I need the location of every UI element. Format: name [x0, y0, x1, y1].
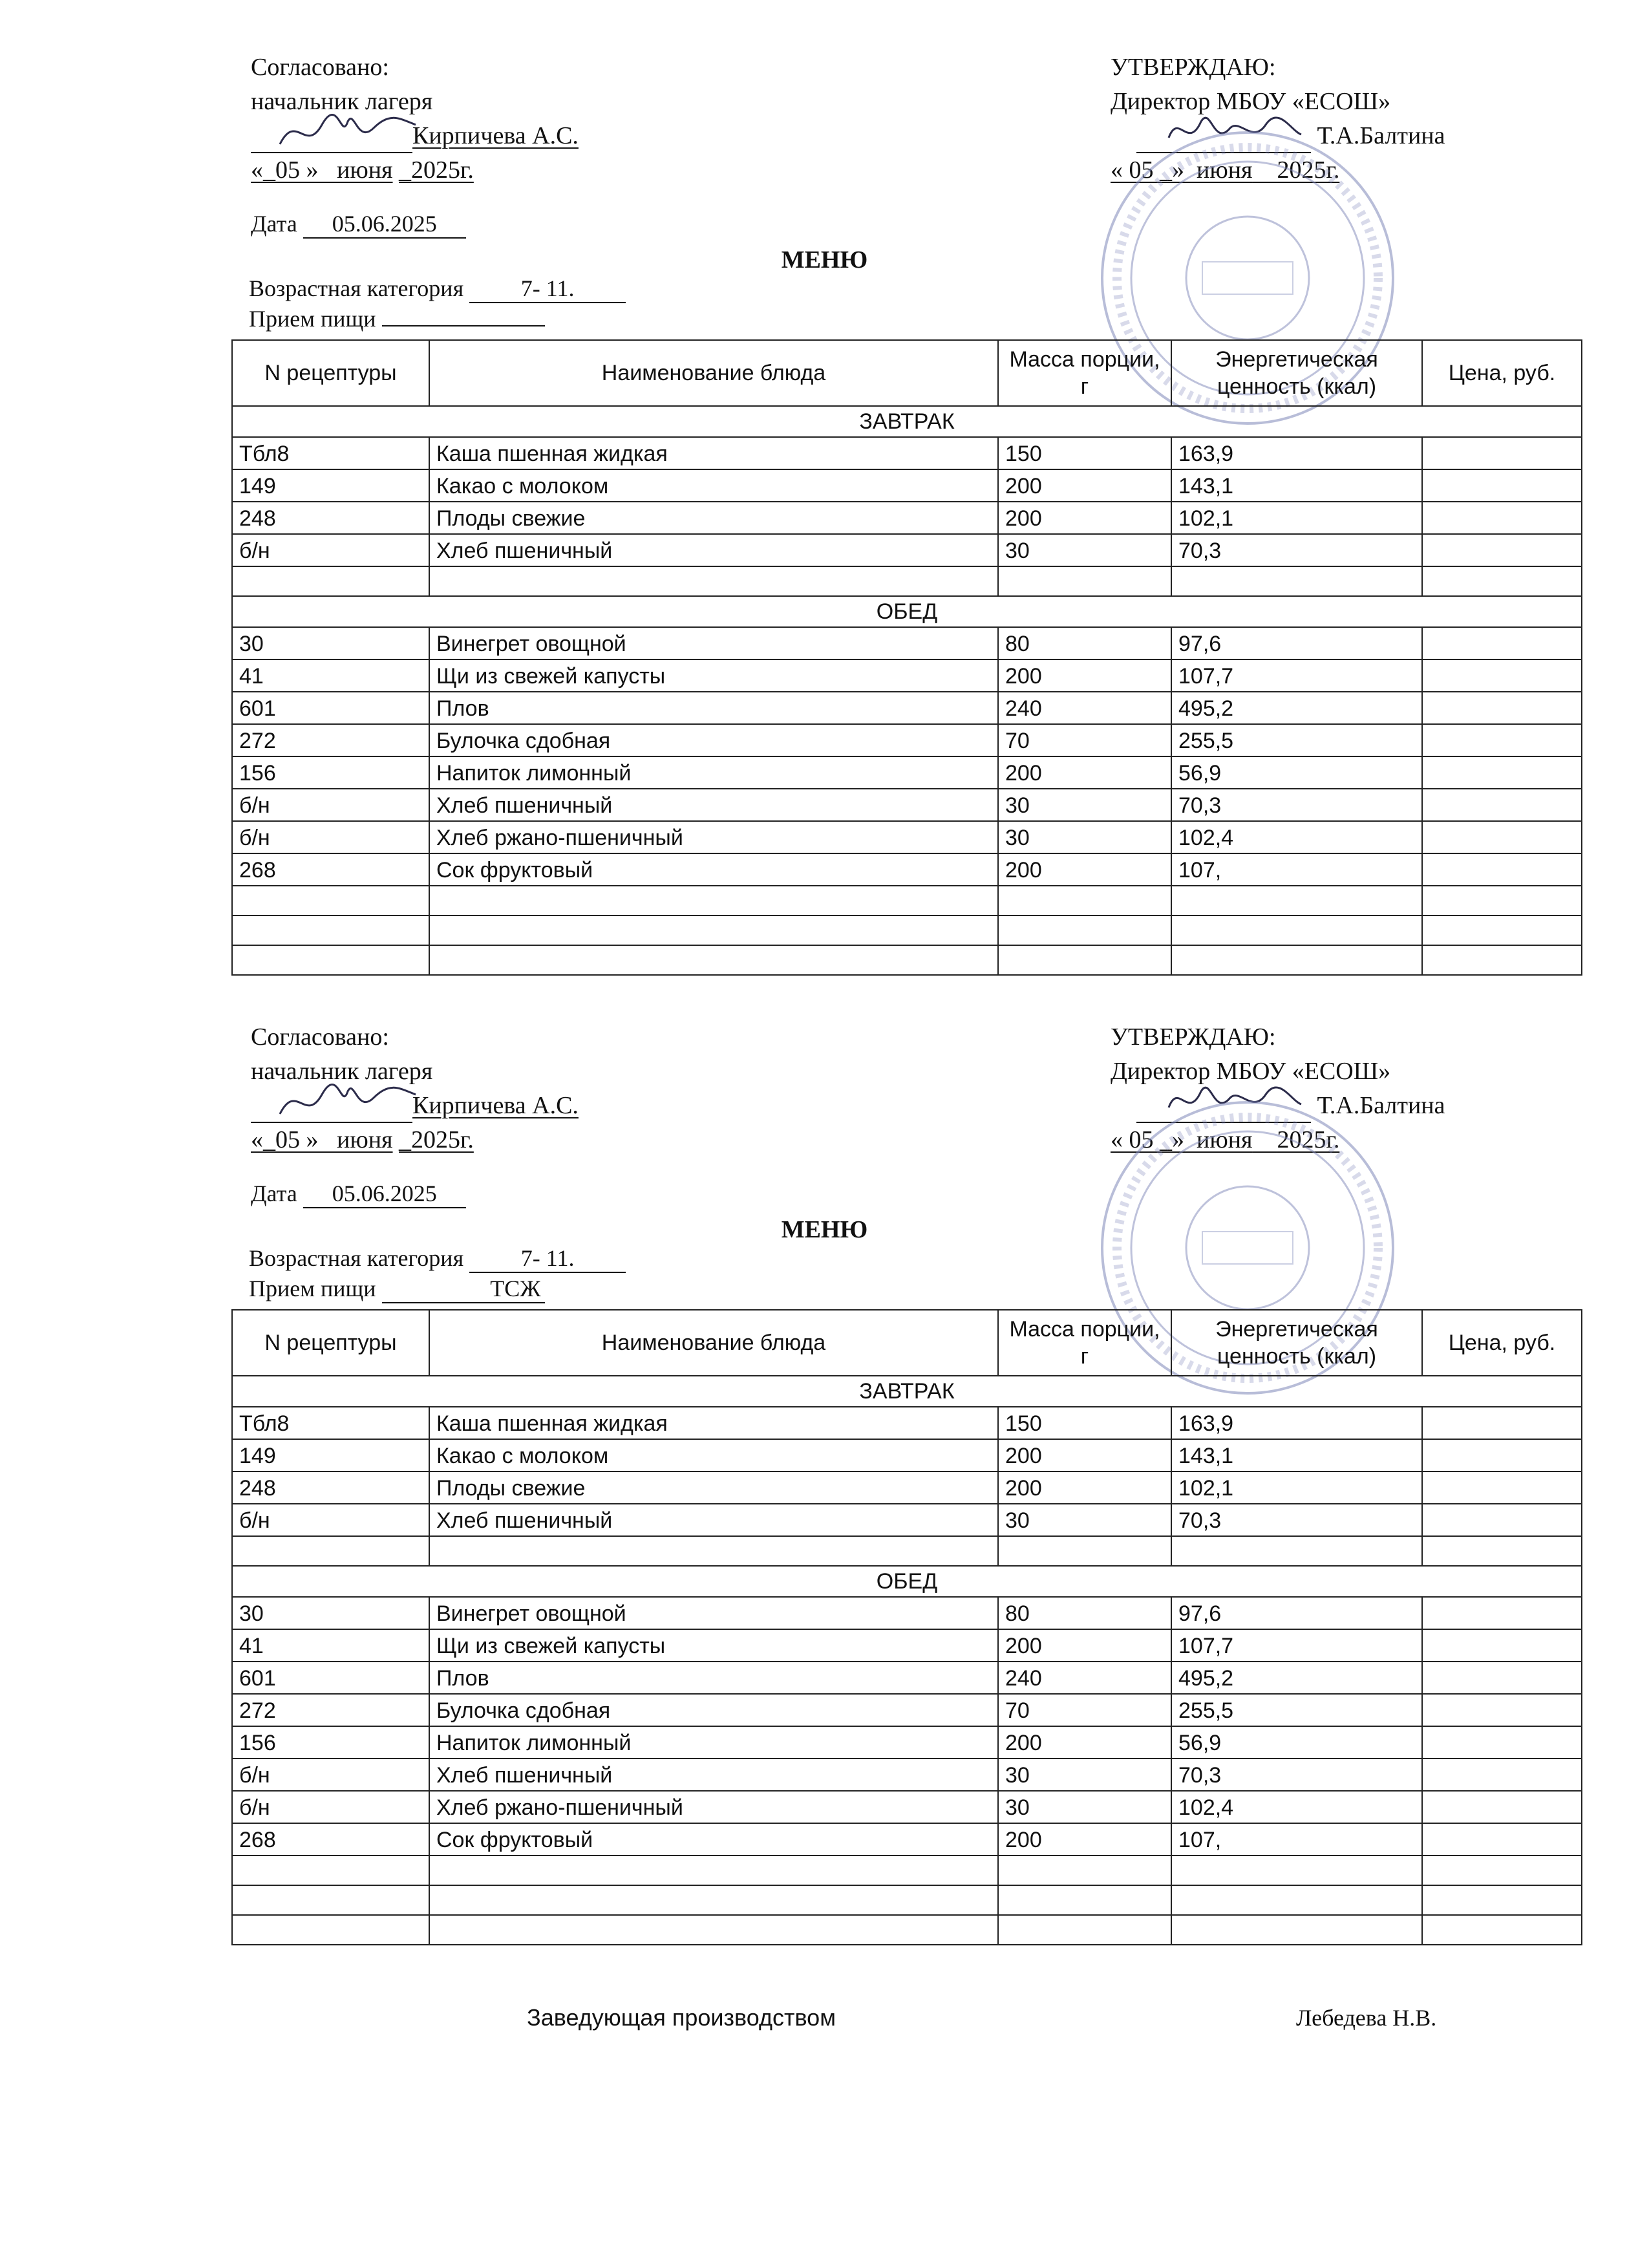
header-col-energy: Энергетическая ценность (ккал): [1171, 1310, 1422, 1376]
col-energy-cell: 255,5: [1171, 1694, 1422, 1726]
col-mass-cell: 240: [998, 692, 1171, 724]
col-name-cell: Хлеб ржано-пшеничный: [429, 821, 998, 853]
agreement-date-year: _2025г.: [399, 156, 474, 184]
col-price-cell: [1422, 724, 1582, 756]
col-name-cell: Плов: [429, 1662, 998, 1694]
col-mass-cell: 200: [998, 1439, 1171, 1471]
date-label: Дата: [251, 1181, 297, 1206]
col-mass-cell: [998, 915, 1171, 945]
agreement-date-month: июня: [337, 156, 393, 184]
table-row: [232, 821, 1582, 853]
col-price-cell: [1422, 853, 1582, 886]
col-name-cell: Хлеб ржано-пшеничный: [429, 1791, 998, 1823]
col-mass-cell: 150: [998, 1407, 1171, 1439]
col-price-cell: [1422, 886, 1582, 915]
table-row: [232, 1791, 1582, 1823]
agreement-date-year: _2025г.: [399, 1126, 474, 1153]
col-price-cell: [1422, 1439, 1582, 1471]
col-mass-cell: [998, 886, 1171, 915]
table-row: [232, 886, 1582, 915]
approval-date-day: « 05 _»: [1111, 1126, 1184, 1153]
col-mass-cell: 200: [998, 502, 1171, 534]
col-recipe-cell: б/н: [232, 1504, 429, 1536]
col-energy-cell: 102,4: [1171, 821, 1422, 853]
col-energy-cell: 143,1: [1171, 1439, 1422, 1471]
col-mass-cell: 70: [998, 724, 1171, 756]
table-row: [232, 1536, 1582, 1566]
agreement-label: Согласовано:: [251, 1023, 389, 1051]
col-recipe-cell: 156: [232, 756, 429, 789]
meal-value: ТСЖ: [382, 1275, 545, 1303]
header-col-name: Наименование блюда: [429, 340, 998, 406]
age-label: Возрастная категория: [249, 1245, 464, 1271]
col-energy-cell: 107,7: [1171, 1629, 1422, 1662]
col-mass-cell: 200: [998, 853, 1171, 886]
agreement-date-day: «_05 »: [251, 1126, 319, 1153]
approval-signature-line: [1136, 1096, 1311, 1123]
col-name-cell: Напиток лимонный: [429, 756, 998, 789]
table-row: [232, 566, 1582, 596]
col-price-cell: [1422, 534, 1582, 566]
col-recipe-cell: б/н: [232, 534, 429, 566]
section-row: [232, 1566, 1582, 1597]
col-recipe-cell: [232, 566, 429, 596]
col-recipe-cell: б/н: [232, 1791, 429, 1823]
col-energy-cell: [1171, 566, 1422, 596]
col-name-cell: Щи из свежей капусты: [429, 1629, 998, 1662]
section-title: ОБЕД: [232, 1566, 1582, 1597]
header-col-price: Цена, руб.: [1422, 1310, 1582, 1376]
col-name-cell: Плоды свежие: [429, 1471, 998, 1504]
col-price-cell: [1422, 1504, 1582, 1536]
table-row: [232, 692, 1582, 724]
col-recipe-cell: б/н: [232, 789, 429, 821]
date-line: [251, 210, 466, 239]
col-recipe-cell: 30: [232, 1597, 429, 1629]
col-name-cell: [429, 886, 998, 915]
agreement-block: [251, 50, 703, 187]
col-recipe-cell: 268: [232, 1823, 429, 1856]
table-header-row: [232, 340, 1582, 406]
age-category: [249, 1245, 626, 1273]
col-price-cell: [1422, 915, 1582, 945]
menu-table: [231, 339, 1582, 976]
header-col-recipe: N рецептуры: [232, 1310, 429, 1376]
menu-sheet: [0, 970, 1649, 1965]
header-col-energy: Энергетическая ценность (ккал): [1171, 340, 1422, 406]
col-price-cell: [1422, 1759, 1582, 1791]
date-line: [251, 1180, 466, 1208]
agreement-name: Кирпичева А.С.: [412, 1092, 579, 1119]
date-value: 05.06.2025: [303, 210, 466, 239]
col-name-cell: Хлеб пшеничный: [429, 534, 998, 566]
col-energy-cell: 70,3: [1171, 789, 1422, 821]
table-row: [232, 1662, 1582, 1694]
header-col-mass: Масса порции, г: [998, 340, 1171, 406]
table-row: [232, 534, 1582, 566]
table-row: [232, 1694, 1582, 1726]
col-recipe-cell: б/н: [232, 821, 429, 853]
table-row: [232, 756, 1582, 789]
menu-table: [231, 1309, 1582, 1945]
col-energy-cell: 255,5: [1171, 724, 1422, 756]
col-recipe-cell: [232, 1856, 429, 1885]
col-energy-cell: [1171, 1915, 1422, 1945]
section-title: ЗАВТРАК: [232, 406, 1582, 437]
agreement-role: начальник лагеря: [251, 88, 433, 115]
col-price-cell: [1422, 1536, 1582, 1566]
col-mass-cell: [998, 1885, 1171, 1915]
table-row: [232, 853, 1582, 886]
col-recipe-cell: 248: [232, 1471, 429, 1504]
col-energy-cell: 56,9: [1171, 756, 1422, 789]
table-row: [232, 1726, 1582, 1759]
col-energy-cell: [1171, 915, 1422, 945]
col-energy-cell: 102,1: [1171, 502, 1422, 534]
handwritten-signature-icon: [277, 1075, 419, 1127]
approval-label: УТВЕРЖДАЮ:: [1111, 54, 1276, 81]
handwritten-signature-icon: [277, 105, 419, 157]
col-mass-cell: 200: [998, 1726, 1171, 1759]
meal-type: [249, 1275, 545, 1303]
col-name-cell: Хлеб пшеничный: [429, 789, 998, 821]
col-price-cell: [1422, 437, 1582, 469]
meal-type: [249, 305, 545, 332]
col-name-cell: [429, 1536, 998, 1566]
col-mass-cell: 200: [998, 469, 1171, 502]
approval-date-month: июня: [1197, 156, 1253, 184]
col-price-cell: [1422, 1915, 1582, 1945]
col-name-cell: Хлеб пшеничный: [429, 1759, 998, 1791]
col-name-cell: Какао с молоком: [429, 1439, 998, 1471]
col-energy-cell: [1171, 1885, 1422, 1915]
col-price-cell: [1422, 659, 1582, 692]
col-recipe-cell: Тбл8: [232, 437, 429, 469]
table-row: [232, 1759, 1582, 1791]
col-energy-cell: 495,2: [1171, 1662, 1422, 1694]
table-row: [232, 1629, 1582, 1662]
col-energy-cell: 102,1: [1171, 1471, 1422, 1504]
table-body: [232, 406, 1582, 975]
col-price-cell: [1422, 789, 1582, 821]
col-energy-cell: 163,9: [1171, 1407, 1422, 1439]
col-mass-cell: 80: [998, 1597, 1171, 1629]
col-name-cell: Сок фруктовый: [429, 853, 998, 886]
approval-name: Т.А.Балтина: [1317, 122, 1445, 149]
age-category: [249, 275, 626, 303]
col-recipe-cell: 156: [232, 1726, 429, 1759]
col-mass-cell: 30: [998, 1791, 1171, 1823]
col-recipe-cell: 149: [232, 469, 429, 502]
agreement-role: начальник лагеря: [251, 1058, 433, 1085]
col-energy-cell: 495,2: [1171, 692, 1422, 724]
table-row: [232, 915, 1582, 945]
approval-date-month: июня: [1197, 1126, 1253, 1153]
col-price-cell: [1422, 566, 1582, 596]
agreement-signature-line: [251, 126, 412, 153]
col-name-cell: Напиток лимонный: [429, 1726, 998, 1759]
table-row: [232, 1504, 1582, 1536]
menu-title: МЕНЮ: [781, 1216, 868, 1243]
meal-label: Прием пищи: [249, 306, 376, 332]
col-energy-cell: 70,3: [1171, 1504, 1422, 1536]
table-row: [232, 1439, 1582, 1471]
table-row: [232, 437, 1582, 469]
col-mass-cell: [998, 566, 1171, 596]
table-row: [232, 1856, 1582, 1885]
col-price-cell: [1422, 1726, 1582, 1759]
section-title: ЗАВТРАК: [232, 1376, 1582, 1407]
col-recipe-cell: [232, 1885, 429, 1915]
col-name-cell: Каша пшенная жидкая: [429, 437, 998, 469]
col-mass-cell: 200: [998, 1823, 1171, 1856]
col-mass-cell: 200: [998, 756, 1171, 789]
agreement-name: Кирпичева А.С.: [412, 122, 579, 149]
section-row: [232, 1376, 1582, 1407]
col-mass-cell: [998, 1915, 1171, 1945]
col-name-cell: Плоды свежие: [429, 502, 998, 534]
age-value: 7- 11.: [469, 1245, 626, 1273]
col-name-cell: Какао с молоком: [429, 469, 998, 502]
col-mass-cell: [998, 1536, 1171, 1566]
agreement-block: [251, 1020, 703, 1157]
col-mass-cell: [998, 1856, 1171, 1885]
col-recipe-cell: 601: [232, 1662, 429, 1694]
date-label: Дата: [251, 211, 297, 237]
table-row: [232, 789, 1582, 821]
col-name-cell: Щи из свежей капусты: [429, 659, 998, 692]
date-value: 05.06.2025: [303, 1180, 466, 1208]
col-energy-cell: [1171, 1536, 1422, 1566]
table-row: [232, 1597, 1582, 1629]
col-energy-cell: 107,: [1171, 1823, 1422, 1856]
col-energy-cell: 70,3: [1171, 1759, 1422, 1791]
col-energy-cell: 163,9: [1171, 437, 1422, 469]
col-mass-cell: 30: [998, 789, 1171, 821]
col-energy-cell: 56,9: [1171, 1726, 1422, 1759]
col-name-cell: Плов: [429, 692, 998, 724]
approval-signature-line: [1136, 126, 1311, 153]
col-mass-cell: 200: [998, 1629, 1171, 1662]
col-recipe-cell: [232, 915, 429, 945]
col-energy-cell: 97,6: [1171, 627, 1422, 659]
menu-sheet: [0, 0, 1649, 996]
col-recipe-cell: [232, 1915, 429, 1945]
col-recipe-cell: 272: [232, 1694, 429, 1726]
col-energy-cell: 97,6: [1171, 1597, 1422, 1629]
approval-block: [1111, 50, 1550, 187]
col-mass-cell: 200: [998, 659, 1171, 692]
col-energy-cell: 70,3: [1171, 534, 1422, 566]
col-name-cell: Сок фруктовый: [429, 1823, 998, 1856]
col-mass-cell: 200: [998, 1471, 1171, 1504]
col-recipe-cell: 41: [232, 659, 429, 692]
table-row: [232, 1885, 1582, 1915]
col-mass-cell: 30: [998, 1759, 1171, 1791]
meal-label: Прием пищи: [249, 1276, 376, 1301]
col-price-cell: [1422, 1629, 1582, 1662]
col-mass-cell: 30: [998, 1504, 1171, 1536]
col-recipe-cell: [232, 886, 429, 915]
col-name-cell: [429, 1915, 998, 1945]
col-name-cell: [429, 1885, 998, 1915]
col-energy-cell: [1171, 1856, 1422, 1885]
col-mass-cell: 30: [998, 534, 1171, 566]
footer-name: Лебедева Н.В.: [1296, 2005, 1437, 2031]
col-price-cell: [1422, 627, 1582, 659]
table-row: [232, 1823, 1582, 1856]
approval-date-year: 2025г.: [1277, 1126, 1340, 1153]
agreement-label: Согласовано:: [251, 54, 389, 81]
approval-role: Директор МБОУ «ЕСОШ»: [1111, 88, 1391, 115]
col-mass-cell: 150: [998, 437, 1171, 469]
col-name-cell: Булочка сдобная: [429, 724, 998, 756]
section-row: [232, 406, 1582, 437]
approval-date-year: 2025г.: [1277, 156, 1340, 184]
col-name-cell: [429, 566, 998, 596]
col-recipe-cell: 41: [232, 1629, 429, 1662]
col-energy-cell: 107,7: [1171, 659, 1422, 692]
table-row: [232, 469, 1582, 502]
approval-date-day: « 05 _»: [1111, 156, 1184, 184]
col-price-cell: [1422, 1471, 1582, 1504]
agreement-date-month: июня: [337, 1126, 393, 1153]
col-price-cell: [1422, 1885, 1582, 1915]
approval-name: Т.А.Балтина: [1317, 1092, 1445, 1119]
table-row: [232, 659, 1582, 692]
col-price-cell: [1422, 1791, 1582, 1823]
table-body: [232, 1376, 1582, 1945]
col-price-cell: [1422, 1597, 1582, 1629]
section-title: ОБЕД: [232, 596, 1582, 627]
col-recipe-cell: 248: [232, 502, 429, 534]
age-value: 7- 11.: [469, 275, 626, 303]
col-recipe-cell: 149: [232, 1439, 429, 1471]
col-name-cell: Винегрет овощной: [429, 627, 998, 659]
menu-title: МЕНЮ: [781, 246, 868, 273]
handwritten-signature-icon: [1162, 1075, 1304, 1127]
col-recipe-cell: 30: [232, 627, 429, 659]
col-recipe-cell: 272: [232, 724, 429, 756]
col-name-cell: [429, 915, 998, 945]
col-name-cell: Винегрет овощной: [429, 1597, 998, 1629]
col-name-cell: Каша пшенная жидкая: [429, 1407, 998, 1439]
col-recipe-cell: Тбл8: [232, 1407, 429, 1439]
col-recipe-cell: 601: [232, 692, 429, 724]
agreement-date-day: «_05 »: [251, 156, 319, 184]
table-row: [232, 1471, 1582, 1504]
table-row: [232, 1407, 1582, 1439]
handwritten-signature-icon: [1162, 105, 1304, 157]
section-row: [232, 596, 1582, 627]
col-recipe-cell: 268: [232, 853, 429, 886]
table-row: [232, 1915, 1582, 1945]
footer-position: Заведующая производством: [527, 2004, 836, 2031]
col-price-cell: [1422, 1694, 1582, 1726]
approval-label: УТВЕРЖДАЮ:: [1111, 1023, 1276, 1051]
col-name-cell: [429, 1856, 998, 1885]
col-mass-cell: 240: [998, 1662, 1171, 1694]
col-price-cell: [1422, 469, 1582, 502]
header-col-name: Наименование блюда: [429, 1310, 998, 1376]
col-mass-cell: 30: [998, 821, 1171, 853]
col-mass-cell: 80: [998, 627, 1171, 659]
col-price-cell: [1422, 1407, 1582, 1439]
header-col-price: Цена, руб.: [1422, 340, 1582, 406]
meal-value: [382, 325, 545, 326]
approval-role: Директор МБОУ «ЕСОШ»: [1111, 1058, 1391, 1085]
col-recipe-cell: б/н: [232, 1759, 429, 1791]
col-price-cell: [1422, 821, 1582, 853]
col-price-cell: [1422, 692, 1582, 724]
col-price-cell: [1422, 502, 1582, 534]
col-price-cell: [1422, 756, 1582, 789]
age-label: Возрастная категория: [249, 275, 464, 301]
col-energy-cell: 107,: [1171, 853, 1422, 886]
col-price-cell: [1422, 1662, 1582, 1694]
col-name-cell: Булочка сдобная: [429, 1694, 998, 1726]
col-energy-cell: 143,1: [1171, 469, 1422, 502]
col-name-cell: Хлеб пшеничный: [429, 1504, 998, 1536]
table-row: [232, 724, 1582, 756]
table-row: [232, 502, 1582, 534]
col-recipe-cell: [232, 1536, 429, 1566]
col-mass-cell: 70: [998, 1694, 1171, 1726]
table-header-row: [232, 1310, 1582, 1376]
col-price-cell: [1422, 1856, 1582, 1885]
agreement-signature-line: [251, 1096, 412, 1123]
header-col-recipe: N рецептуры: [232, 340, 429, 406]
col-energy-cell: 102,4: [1171, 1791, 1422, 1823]
table-row: [232, 627, 1582, 659]
col-energy-cell: [1171, 886, 1422, 915]
approval-block: [1111, 1020, 1550, 1157]
col-price-cell: [1422, 1823, 1582, 1856]
header-col-mass: Масса порции, г: [998, 1310, 1171, 1376]
